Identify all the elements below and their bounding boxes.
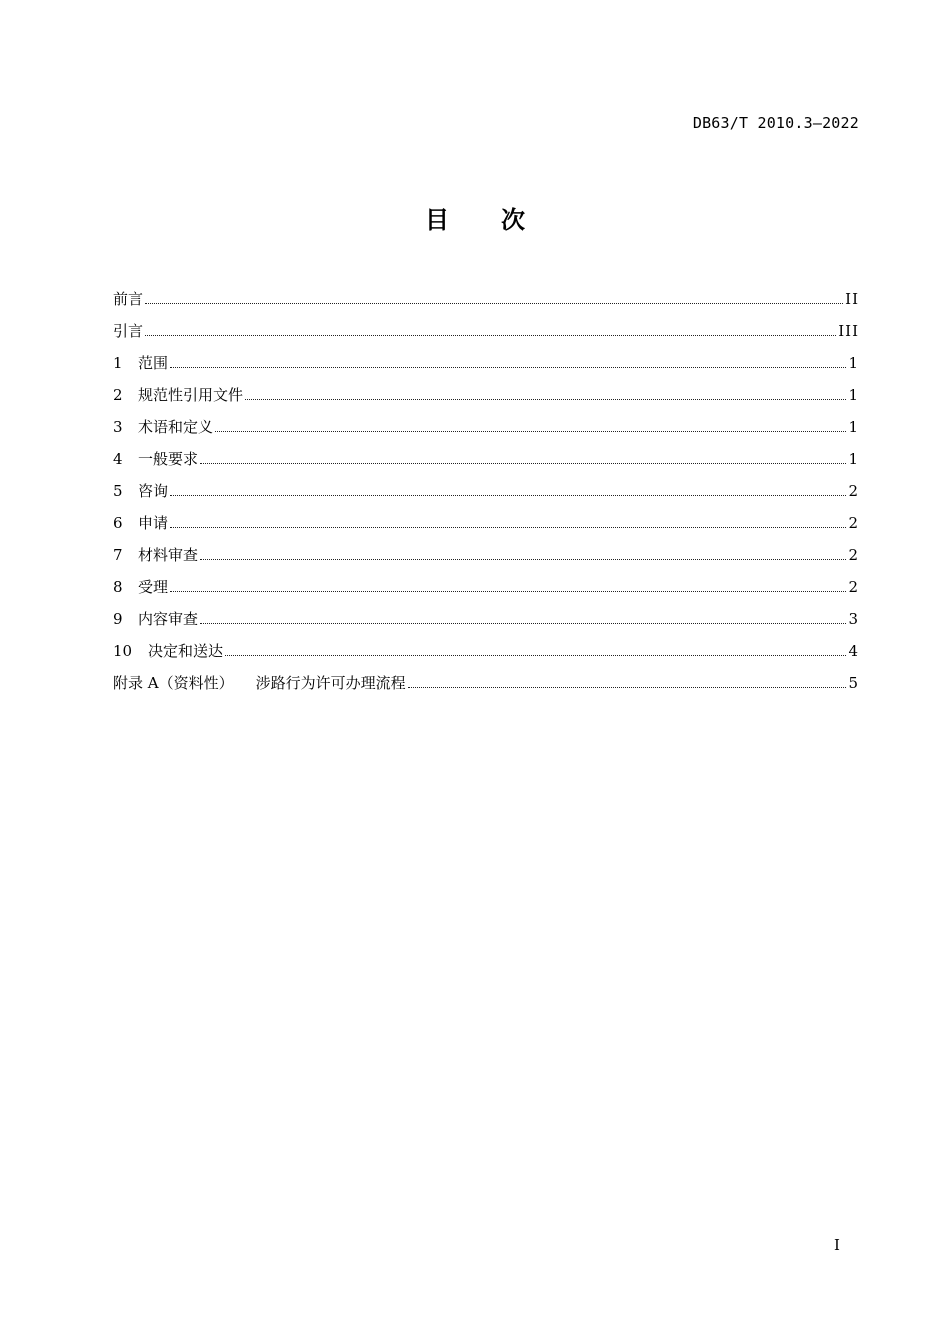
toc-leader-dots xyxy=(170,366,846,368)
toc-leader-dots xyxy=(200,462,846,464)
toc-entry-6[interactable] xyxy=(113,511,859,543)
toc-entry-label: 前言 xyxy=(113,290,144,308)
toc-list xyxy=(113,287,859,703)
toc-entry-label: 规范性引用文件 xyxy=(138,386,244,404)
toc-entry-8[interactable] xyxy=(113,575,859,607)
toc-entry-label: 范围 xyxy=(138,354,169,372)
toc-leader-dots xyxy=(200,558,846,560)
toc-entry-7[interactable] xyxy=(113,543,859,575)
toc-entry-annex-a[interactable] xyxy=(113,671,859,703)
toc-entry-number: 4 xyxy=(113,450,123,468)
page-number: I xyxy=(834,1236,840,1254)
toc-entry-1[interactable] xyxy=(113,351,859,383)
toc-entry-label: 决定和送达 xyxy=(148,642,224,660)
toc-entry-number: 10 xyxy=(113,642,133,660)
toc-leader-dots xyxy=(170,526,846,528)
toc-entry-page: II xyxy=(845,290,859,308)
toc-leader-dots xyxy=(170,494,846,496)
toc-entry-label: 材料审查 xyxy=(138,546,199,564)
toc-entry-label: 涉路行为许可办理流程 xyxy=(255,674,406,692)
toc-entry-page: 1 xyxy=(848,418,859,436)
document-code: DB63/T 2010.3—2022 xyxy=(692,114,859,132)
toc-entry-page: 5 xyxy=(848,674,859,692)
toc-entry-page: 1 xyxy=(848,386,859,404)
toc-entry-number: 1 xyxy=(113,354,123,372)
toc-entry-number: 6 xyxy=(113,514,123,532)
toc-entry-number: 8 xyxy=(113,578,123,596)
toc-entry-label: 咨询 xyxy=(138,482,169,500)
toc-entry-number: 5 xyxy=(113,482,123,500)
toc-entry-number: 9 xyxy=(113,610,123,628)
toc-entry-5[interactable] xyxy=(113,479,859,511)
toc-entry-label: 申请 xyxy=(138,514,169,532)
toc-entry-2[interactable] xyxy=(113,383,859,415)
toc-entry-label: 内容审查 xyxy=(138,610,199,628)
toc-entry-page: III xyxy=(838,322,859,340)
toc-entry-number: 2 xyxy=(113,386,123,404)
toc-entry-page: 2 xyxy=(848,546,859,564)
toc-entry-3[interactable] xyxy=(113,415,859,447)
toc-leader-dots xyxy=(225,654,846,656)
toc-title-part2: 次 xyxy=(501,206,525,234)
toc-leader-dots xyxy=(145,302,843,304)
toc-entry-page: 3 xyxy=(848,610,859,628)
toc-entry-label: 一般要求 xyxy=(138,450,199,468)
toc-entry-number: 7 xyxy=(113,546,123,564)
toc-entry-label: 受理 xyxy=(138,578,169,596)
toc-entry-foreword[interactable] xyxy=(113,287,859,319)
toc-leader-dots xyxy=(245,398,846,400)
toc-leader-dots xyxy=(145,334,836,336)
toc-leader-dots xyxy=(215,430,846,432)
toc-entry-page: 2 xyxy=(848,578,859,596)
toc-entry-page: 1 xyxy=(848,450,859,468)
toc-leader-dots xyxy=(408,686,847,688)
toc-title xyxy=(0,200,950,235)
toc-entry-label: 术语和定义 xyxy=(138,418,214,436)
toc-entry-label: 引言 xyxy=(113,322,144,340)
toc-leader-dots xyxy=(200,622,846,624)
toc-entry-10[interactable] xyxy=(113,639,859,671)
toc-title-part1: 目 xyxy=(425,206,449,234)
toc-entry-page: 2 xyxy=(848,514,859,532)
toc-leader-dots xyxy=(170,590,846,592)
toc-entry-9[interactable] xyxy=(113,607,859,639)
toc-entry-number: 3 xyxy=(113,418,123,436)
toc-entry-page: 2 xyxy=(848,482,859,500)
toc-entry-4[interactable] xyxy=(113,447,859,479)
toc-entry-introduction[interactable] xyxy=(113,319,859,351)
toc-annex-prefix: 附录 A（资料性） xyxy=(113,674,234,692)
toc-entry-page: 4 xyxy=(848,642,859,660)
toc-entry-page: 1 xyxy=(848,354,859,372)
